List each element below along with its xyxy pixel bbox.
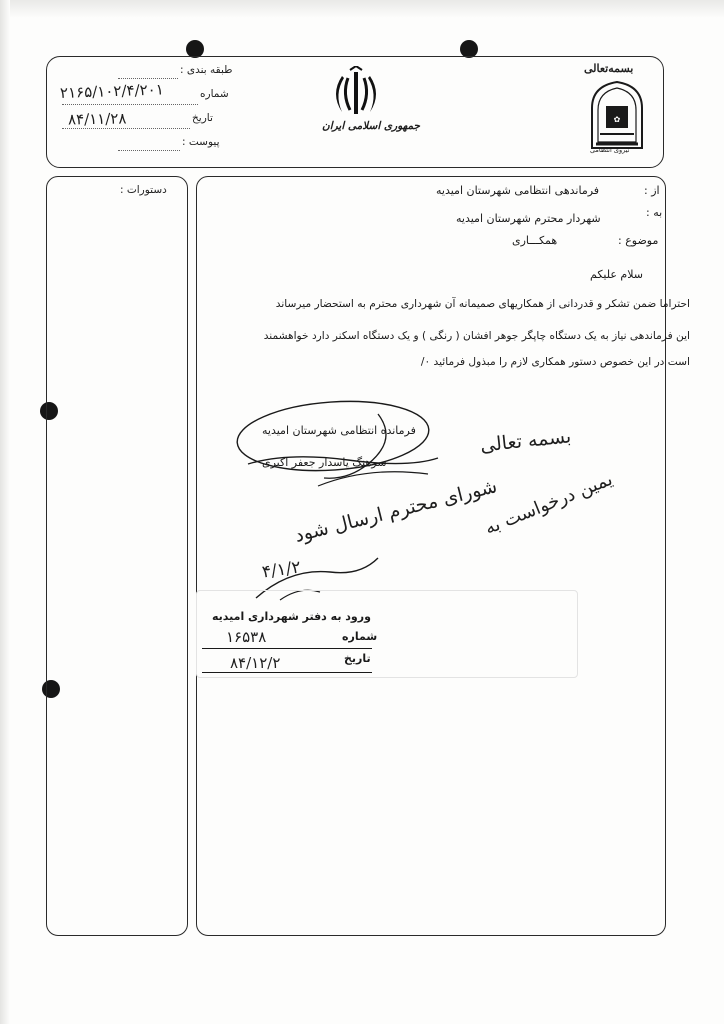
instructions-box	[46, 176, 188, 936]
subject-value: همکـــاری	[512, 234, 558, 247]
handwritten-request-note: یمین درخواست به	[481, 468, 616, 540]
date-label: تاریخ	[192, 112, 213, 124]
stamp-date-label: تاریخ	[344, 652, 371, 665]
handwritten-mark: ۴/۱/۲	[260, 557, 303, 583]
date-field-line	[62, 128, 190, 129]
date-value: ۸۴/۱۱/۲۸	[67, 109, 127, 129]
stamp-number-value: ۱۶۵۳۸	[226, 628, 267, 646]
to-label: به :	[646, 206, 663, 219]
subject-label: موضوع :	[618, 234, 659, 247]
emblem-caption: جمهوری اسلامی ایران	[322, 120, 421, 132]
handwritten-signature-icon	[228, 394, 458, 504]
signature-title: فرمانده انتظامی شهرستان امیدیه	[262, 424, 416, 437]
number-value: ۲۱۶۵/۱۰۲/۴/۲۰۱	[59, 80, 165, 102]
classification-field-line	[118, 78, 178, 79]
to-value: شهردار محترم شهرستان امیدیه	[456, 212, 601, 225]
from-label: از :	[644, 184, 660, 197]
attachment-field-line	[118, 150, 180, 151]
scan-shadow-left	[0, 0, 10, 1024]
police-emblem-icon	[586, 60, 648, 156]
handwritten-referral-note: شورای محترم ارسال شود	[292, 475, 500, 547]
svg-text:✿: ✿	[613, 115, 621, 124]
handwritten-bismillah: بسمه تعالی	[479, 425, 573, 457]
attachment-label: پیوست :	[182, 136, 220, 148]
stamp-date-value: ۸۴/۱۲/۲	[230, 654, 281, 672]
body-line-1: احتراما ضمن تشکر و قدردانی از همکاریهای صمیمانه آن شهرداری محترم به استحضار میرساند	[275, 298, 690, 310]
classification-label: طبقه بندی :	[180, 64, 233, 76]
reception-stamp	[196, 600, 576, 680]
scan-shadow-top	[0, 0, 724, 18]
instructions-label: دستورات :	[120, 184, 167, 196]
police-logo-caption: نیروی انتظامی	[590, 146, 630, 154]
signature-name: سرهنگ پاسدار جعفر اکبری	[262, 456, 387, 469]
number-label: شماره	[200, 88, 229, 100]
number-field-line	[62, 104, 198, 105]
stamp-line	[202, 648, 372, 649]
national-emblem-icon	[320, 66, 421, 146]
stamp-number-label: شماره	[342, 630, 378, 643]
bismillah-text: بسمه‌تعالی	[584, 62, 634, 75]
stamp-line	[202, 672, 372, 673]
greeting: سلام علیکم	[590, 268, 644, 281]
stamp-title: ورود به دفتر شهرداری امیدیه	[212, 610, 371, 623]
body-line-2: این فرماندهی نیاز به یک دستگاه چاپگر جوهر افشان ( رنگی ) و یک دستگاه اسکنر دارد خواهشمند	[263, 330, 690, 342]
from-value: فرماندهی انتظامی شهرستان امیدیه	[436, 184, 600, 197]
body-line-3: است در این خصوص دستور همکاری لازم را مبذول فرمائید ٠/	[420, 356, 690, 368]
